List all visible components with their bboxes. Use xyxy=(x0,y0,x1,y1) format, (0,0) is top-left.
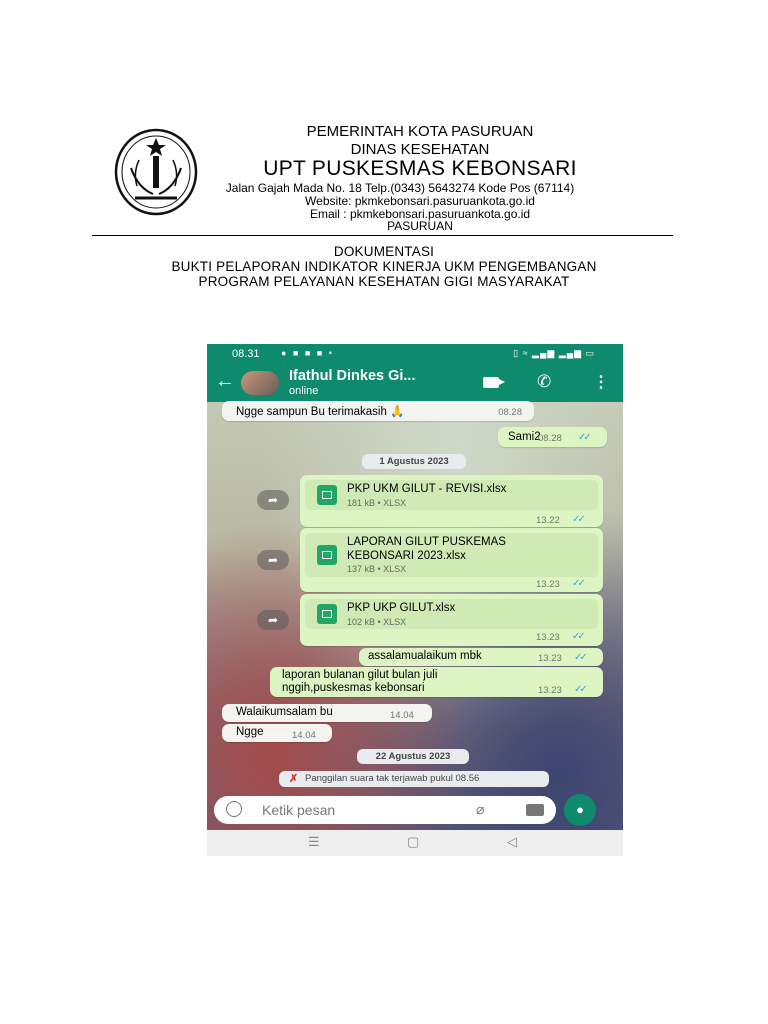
contact-avatar[interactable] xyxy=(241,371,279,395)
more-options-icon[interactable]: ⋮ xyxy=(593,374,609,391)
camera-icon[interactable] xyxy=(526,804,544,816)
message-compose-bar[interactable] xyxy=(214,796,556,824)
file-attachment[interactable] xyxy=(305,533,598,577)
message-time: 13.22 xyxy=(536,515,560,526)
missed-call-icon: ✗ xyxy=(289,773,299,785)
message-bubble[interactable] xyxy=(498,427,607,447)
message-time: 14.04 xyxy=(292,730,316,741)
document-title: DOKUMENTASI xyxy=(333,244,435,259)
letterhead-government: PEMERINTAH KOTA PASURUAN xyxy=(306,123,534,140)
message-bubble[interactable] xyxy=(222,724,332,742)
whatsapp-screenshot xyxy=(207,344,623,856)
file-name: LAPORAN GILUT PUSKEMAS xyxy=(347,536,506,548)
spreadsheet-icon xyxy=(317,485,337,505)
file-message[interactable] xyxy=(300,528,603,592)
back-icon[interactable]: ◁ xyxy=(507,834,517,849)
emoji-icon[interactable] xyxy=(226,801,242,817)
message-time: 08.28 xyxy=(538,433,562,444)
letterhead-department: DINAS KESEHATAN xyxy=(350,141,490,158)
document-subtitle-line1: BUKTI PELAPORAN INDIKATOR KINERJA UKM PENGEMBANGAN xyxy=(171,259,597,274)
file-name-continued: KEBONSARI 2023.xlsx xyxy=(347,550,466,562)
microphone-button[interactable]: ● xyxy=(564,794,596,826)
message-time: 13.23 xyxy=(536,632,560,643)
missed-call-text: Panggilan suara tak terjawab pukul 08.56 xyxy=(305,773,480,784)
contact-name[interactable]: Ifathul Dinkes Gi... xyxy=(289,368,416,384)
message-text: Ngge xyxy=(236,726,264,738)
status-bar xyxy=(207,344,623,364)
file-meta: 181 kB • XLSX xyxy=(347,498,407,508)
read-receipt-icon: ✓✓ xyxy=(578,432,589,443)
contact-status: online xyxy=(289,385,319,397)
message-bubble[interactable] xyxy=(222,401,534,421)
file-attachment[interactable] xyxy=(305,599,598,629)
file-attachment[interactable] xyxy=(305,480,598,510)
date-separator: 1 Agustus 2023 xyxy=(362,454,466,469)
message-time: 13.23 xyxy=(536,579,560,590)
phone-call-icon[interactable]: ✆ xyxy=(537,372,552,391)
read-receipt-icon: ✓✓ xyxy=(574,652,585,663)
message-text: Ngge sampun Bu terimakasih 🙏 xyxy=(236,406,405,418)
recent-apps-icon[interactable]: ☰ xyxy=(308,834,320,849)
signal-battery-icons: ▯ ≈ ▂▄▆ ▂▄▆ ▭ xyxy=(513,348,595,358)
message-time: 13.23 xyxy=(538,653,562,664)
date-separator: 22 Agustus 2023 xyxy=(357,749,469,764)
read-receipt-icon: ✓✓ xyxy=(572,631,583,642)
message-time: 13.23 xyxy=(538,685,562,696)
read-receipt-icon: ✓✓ xyxy=(572,578,583,589)
spreadsheet-icon xyxy=(317,604,337,624)
message-text: Walaikumsalam bu xyxy=(236,706,333,718)
spreadsheet-icon xyxy=(317,545,337,565)
message-text-continued: nggih,puskesmas kebonsari xyxy=(282,682,425,694)
document-subtitle-line2: PROGRAM PELAYANAN KESEHATAN GIGI MASYARAKAT xyxy=(198,274,570,289)
android-nav-bar xyxy=(207,830,623,856)
forward-icon[interactable]: ➦ xyxy=(257,610,289,630)
notification-icons: ● ■ ■ ■ • xyxy=(281,348,334,358)
message-input[interactable]: Ketik pesan xyxy=(262,802,336,818)
back-arrow-icon[interactable]: ← xyxy=(215,370,235,392)
status-time: 08.31 xyxy=(232,348,260,360)
message-bubble[interactable] xyxy=(270,667,603,697)
file-meta: 102 kB • XLSX xyxy=(347,617,407,627)
read-receipt-icon: ✓✓ xyxy=(572,514,583,525)
city-seal-logo xyxy=(113,128,199,216)
file-meta: 137 kB • XLSX xyxy=(347,564,407,574)
letterhead-city: PASURUAN xyxy=(387,219,453,233)
forward-icon[interactable]: ➦ xyxy=(257,490,289,510)
file-message[interactable] xyxy=(300,475,603,527)
missed-call-notice[interactable] xyxy=(279,771,549,787)
letterhead-email: Email : pkmkebonsari.pasuruankota.go.id xyxy=(309,207,531,221)
file-name: PKP UKM GILUT - REVISI.xlsx xyxy=(347,483,507,495)
file-name: PKP UKP GILUT.xlsx xyxy=(347,602,456,614)
chat-header xyxy=(207,364,623,402)
message-bubble[interactable] xyxy=(359,648,603,666)
message-text: assalamualaikum mbk xyxy=(368,650,482,662)
message-time: 08.28 xyxy=(498,407,522,418)
forward-icon[interactable]: ➦ xyxy=(257,550,289,570)
letterhead-website: Website: pkmkebonsari.pasuruankota.go.id xyxy=(305,194,535,208)
letterhead-address: Jalan Gajah Mada No. 18 Telp.(0343) 5643274 Kode Pos (67114) xyxy=(225,181,575,195)
file-message[interactable] xyxy=(300,594,603,646)
message-bubble[interactable] xyxy=(222,704,432,722)
read-receipt-icon: ✓✓ xyxy=(574,684,585,695)
message-time: 14.04 xyxy=(390,710,414,721)
video-call-icon[interactable] xyxy=(483,377,499,388)
message-text: laporan bulanan gilut bulan juli xyxy=(282,669,438,681)
attachment-icon[interactable]: ⌀ xyxy=(476,801,485,817)
message-text: Sami2 xyxy=(508,431,541,443)
letterhead-divider xyxy=(92,235,673,236)
home-icon[interactable]: ▢ xyxy=(407,834,420,849)
letterhead-institution: UPT PUSKESMAS KEBONSARI xyxy=(263,157,577,180)
